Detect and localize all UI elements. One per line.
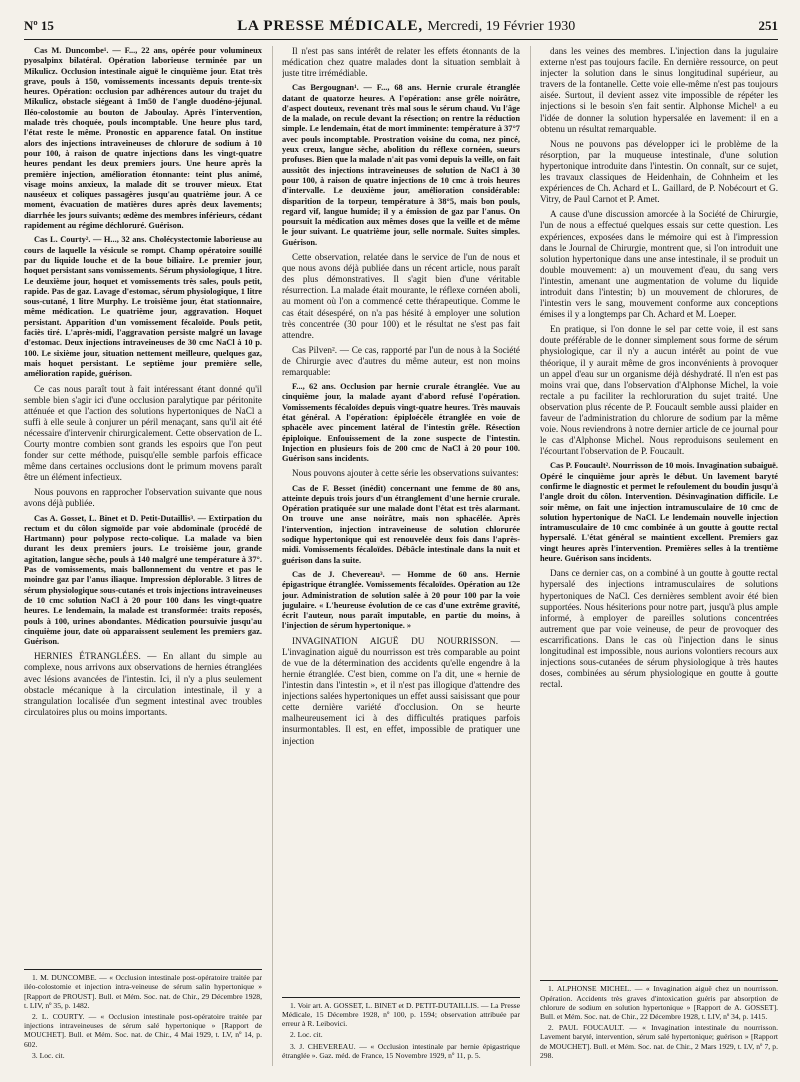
paragraph: INVAGINATION AIGUË DU NOURRISSON. — L'invagination aiguë du nourrisson est très comparable au point de vue de la détermination des accidents qu'elle engendre à la hernie étranglée. C'est bien, comme on l'a dit, une « hernie de l'intestin dans l'intestin », et il n'est pas illogique d'attendre des injections salées hypertoniques un effet aussi saisissant que pour cette dernière variété d'occlusion. On se heurte malheureusement ici à des difficultés pratiques parfois insurmontables. Il est, en effet, impossible de pratiquer une injection — [282, 635, 520, 746]
paragraph: Cas M. Duncombe¹. — F..., 22 ans, opérée pour volumineux pyosalpinx bilatéral. Opération laborieuse terminée par un Mikulicz. Occlusion intestinale aiguë le cinquième jour. Etat très grave, pouls à 150, vomissements incessants depuis trente-six heures. Opération: occlusion par adhérences autour du trajet du Mikulicz, obstacle siégeant à 1m50 de l'angle duodéno-jéjunal. Iléo-colostomie au bouton de Jaboulay. Après l'intervention, malade très choquée, pouls incomptable. Une heure plus tard, l'état reste le même. Pronostic en apparence fatal. On institue alors des injections intraveineuses de chlorure de sodium à 10 pour 100, à raison de quatre injections dans les vingt-quatre heures pendant les deux premiers jours. Une heure après la première injection, amélioration étonnante: teint plus animé, visage moins anxieux, la malade dit se trouver mieux. Etat nauséeux et coliques passagères jusqu'au quatrième jour. A ce moment, évacuation de matières dures après deux lavements; diarrhée les jours suivants; œdème des membres inférieurs, cédant rapidement au régime déchloruré. Guérison. — [24, 46, 262, 231]
footnote: 2. Loc. cit. — [290, 1030, 323, 1040]
column-1 — [24, 46, 262, 1066]
paragraph: Nous pouvons ajouter à cette série les observations suivantes: — [292, 468, 519, 479]
journal-name: LA PRESSE MÉDICALE, — [237, 18, 423, 34]
footnote: 1. ALPHONSE MICHEL. — « Invagination aiguë chez un nourrisson. Opération. Accidents très graves d'intoxication guéris par absorption de chlorure de sodium en solution hypertonique » [Rapport de A. GOSSET]. Bull. et Mém. Soc. nat. de Chir., 22 Décembre 1928, t. LIV, nº 34, p. 1415. — [540, 984, 778, 1021]
footnote: 1. Voir art. A. GOSSET, L. BINET et D. PETIT-DUTAILLIS. — La Presse Médicale, 15 Décembre 1928, nº 100, p. 1594; observation attribuée par erreur à R. Leibovici. — [282, 1000, 520, 1029]
page-header — [24, 18, 778, 40]
paragraph: Cette observation, relatée dans le service de l'un de nous et que nous avons déjà publiée dans un récent article, nous paraît des plus démonstratives. Il s'agit bien d'une véritable résurrection. La malade était mourante, le réflexe cornéen aboli, au moment où l'on a commencé cette thérapeutique. Comme le cas était désespéré, on n'a pas hésité à employer une solution très concentrée (30 pour 100) et le résultat ne s'est pas fait attendre. — [282, 252, 520, 340]
text-columns — [24, 46, 778, 1066]
column-3 — [530, 46, 778, 1066]
issue-date: Mercredi, 19 Février 1930 — [427, 19, 576, 34]
paragraph: HERNIES ÉTRANGLÉES. — En allant du simple au complexe, nous arrivons aux observations de hernies étranglées avec lésions avancées de l'intestin. Ici, il n'y a plus seulement obstacle mécanique à la circulation intestinale, il y a strangulation localisée d'un segment intestinal avec troubles circulatoires plus ou moins importants. — [24, 651, 262, 717]
page-number: 251 — [758, 18, 778, 33]
paragraph: Cas A. Gosset, L. Binet et D. Petit-Dutaillis³. — Extirpation du rectum et du côlon sigmoïde par voie abdominale (procédé de Hartmann) pour polypose recto-colique. La malade va bien durant les deux premiers jours. Le troisième jour, grande agitation, langue sèche, pouls à 140 malgré une température à 37°. Pas de vomissements, mais ballonnement du ventre et pas le moindre gaz par l'anus iliaque. Impression déplorable. 3 litres de sérum physiologique sous-cutanés et trois injections intraveineuses de 10 cmc solution NaCl à 20 pour 100 dans les vingt-quatre heures. Le lendemain, la malade est transformée: traits reposés, pouls à 100, urines abondantes. Médication poursuivie jusqu'au cinquième jour, date où apparaissent seulement les premiers gaz. Guérison. — [24, 513, 262, 647]
paragraph: A cause d'une discussion amorcée à la Société de Chirurgie, l'un de nous a effectué quelques essais sur cette question. Les expériences, exposées dans le mémoire qui est à l'impression dans le Journal de Chirurgie, montrent que, si l'on introduit une solution hypertonique dans une anse intestinale, il se produit un double mouvement: a) un mouvement d'eau, du sang vers l'intestin, amenant une augmentation de volume du liquide introduit dans l'intestin; b) un mouvement de chlorures, de l'intestin vers le sang, mouvement conforme aux conceptions émises il y a longtemps par Ch. Achard et M. Loeper. — [540, 209, 778, 320]
column-body — [24, 46, 262, 986]
footnotes — [24, 969, 262, 1062]
footnotes — [282, 997, 520, 1062]
paragraph: Il n'est pas sans intérêt de relater les effets étonnants de la médication chez quatre malades dont la situation semblait à juste titre irrémédiable. — [282, 46, 520, 79]
column-body — [540, 46, 778, 986]
paragraph: Cas Bergougnan¹. — F..., 68 ans. Hernie crurale étranglée datant de quatorze heures. A l'opération: anse grêle noirâtre, d'aspect douteux, revenant très mal sous le sérum chaud. Vu l'âge de la malade, on recule devant la résection; on rentre la réduction simple. Le lendemain, état de mort imminente: température à 37°7 avec pouls incomptable. Prostration voisine du coma, nez pincé, yeux creux, langue sèche, abolition du réflexe cornéen, sueurs profuses. Bien que la malade n'ait pas vomi depuis la veille, on fait aussitôt des injections intraveineuses de solution de NaCl à 30 pour 100, à raison de quatre injections de 10 cmc à trois heures d'intervalle. Le deuxième jour, amélioration considérable: disparition de la torpeur, température à 38°5, mais bon pouls, regard vif, langue humide; il y a émission de gaz par l'anus. On poursuit la médication aux mêmes doses que la veille et de même le jour suivant. Le quatrième jour, selle normale. Suites simples. Guérison. — [282, 83, 520, 247]
paragraph: Cas P. Foucault². Nourrisson de 10 mois. Invagination subaiguë. Opéré le cinquième jour après le début. Un lavement baryté confirme le diagnostic et permet le refoulement du boudin jusqu'à l'angle droit du côlon. Intervention. Désinvagination difficile. Le soir même, on fait une injection intramusculaire de 10 cmc de solution hypertonique de NaCl. Le lendemain nouvelle injection intramusculaire de 10 cmc combinée à un goutte à goutte rectal hypersalé. L'état général se maintient excellent. Premiers gaz vingt heures après l'intervention. Premières selles à la trentième heure. Guérison sans incidents. — [540, 461, 778, 564]
column-2 — [272, 46, 520, 1066]
footnote: 2. L. COURTY. — « Occlusion intestinale post-opératoire traitée par injections intraveineuses de sérum salé hypertonique » [Rapport de MOUCHET]. Bull. et Mém. Soc. nat. de Chir., 4 Mai 1929, t. LV, nº 14, p. 602. — [24, 1011, 262, 1049]
paragraph: Cas Pilven². — Ce cas, rapporté par l'un de nous à la Société de Chirurgie avec d'autres du même auteur, est non moins remarquable: — [282, 344, 520, 377]
paragraph: Ce cas nous paraît tout à fait intéressant étant donné qu'il semble bien s'agir ici d'une occlusion paralytique par péritonite atténuée et que l'action des solutions hypertoniques de NaCl a suffi à elle seule à conjurer un péril menaçant, sans qu'il ait été nécessaire d'intervenir chirurgicalement. Cette observation de L. Courty montre combien sont grands les espoirs que l'on peut fonder sur cette méthode, puisqu'elle semble parfois efficace même dans certaines occlusions dont le primum movens paraît être un élément infectieux. — [24, 383, 262, 483]
footnote: 3. J. CHEVEREAU. — « Occlusion intestinale par hernie épigastrique étranglée ». Gaz. méd. de France, 15 Novembre 1929, nº 11, p. 5. — [282, 1041, 520, 1060]
paragraph: Nous ne pouvons pas développer ici le problème de la résorption, par la muqueuse intestinale, d'une solution hypertonique introduite dans l'intestin. On connaît, sur ce sujet, les travaux classiques de Heidenhain, de Cohnheim et les expériences de Ch. Achard et L. Gaillard, de P. Nobécourt et G. Vitry, de Paul Carnot et P. Amet. — [540, 138, 778, 205]
footnotes — [540, 980, 778, 1062]
paragraph: F..., 62 ans. Occlusion par hernie crurale étranglée. Vue au cinquième jour, la malade ayant d'abord refusé l'opération. Vomissements fécaloïdes depuis vingt-quatre heures. Très mauvais état général. A l'opération: épiploécèle étranglée en voie de sphacèle avec pincement latéral de l'intestin grêle. Résection épiploïque. Enfouissement de la zone suspecte de l'intestin. Injection en plusieurs fois de 200 cmc de NaCl à 20 pour 100. Guérison sans incidents. — [282, 382, 520, 464]
footnote: 1. M. DUNCOMBE. — « Occlusion intestinale post-opératoire traitée par iléo-colostomie et injection intra-veineuse de sérum salin hypertonique » [Rapport de PROUST]. Bull. et Mém. Soc. nat. de Chir., 29 Décembre 1928, t. LIV, nº 35, p. 1482. — [24, 973, 262, 1010]
journal-title — [237, 18, 575, 35]
paragraph: Cas de J. Chevereau³. — Homme de 60 ans. Hernie épigastrique étranglée. Vomissements fécaloïdes. Opération au 12e jour. Administration de solution salée à 20 pour 100 par la voie jugulaire. « L'heureuse évolution de ce cas d'une extrême gravité, écrit l'auteur, nous paraît imputable, en partie du moins, à l'injection de sérum hypertonique. » — [282, 569, 520, 631]
issue-number: Nº 15 — [24, 18, 54, 33]
paragraph: Cas L. Courty². — H..., 32 ans. Cholécystectomie laborieuse au cours de laquelle la vésicule se rompt. Champ opératoire souillé par du liquide louche et de la boue biliaire. Le premier jour, hoquet persistant sans vomissements. Sérum physiologique, 1 litre. Le deuxième jour, hoquet et vomissements très sales, pouls petit, rapide. Pas de gaz. Lavage d'estomac, sérum physiologique, 1 litre sous-cutané, 1 litre Murphy. Le troisième jour, état stationnaire, même médication. Le quatrième jour, aggravation. Hoquet persistant. Apparition d'un vomissement fécaloïde. Pouls petit, faciès tiré. L'après-midi, l'aggravation persiste malgré un lavage d'estomac. Deux injections intraveineuses de 30 cmc NaCl à 10 p. 100. Le sixième jour, situation nettement meilleure, quelques gaz, mais hoquet persistant. Le septième jour première selle, amélioration rapide, guérison. — [24, 235, 262, 379]
column-body — [282, 46, 520, 986]
paragraph: dans les veines des membres. L'injection dans la jugulaire externe n'est pas toujours facile. En dernière ressource, on peut injecter la solution dans le sinus longitudinal supérieur, au travers de la fontanelle. Cette voie elle-même n'est pas toujours aisée. Surtout, il devient assez vite impossible de répéter les injections si le besoin s'en fait sentir. Alphonse Michel¹ a eu l'idée de donner la solution hypersalée en lavement: il en a obtenu un résultat remarquable. — [540, 46, 778, 134]
footnote: 3. Loc. cit. — [32, 1050, 65, 1060]
paragraph: En pratique, si l'on donne le sel par cette voie, il est sans doute préférable de le donner simplement sous forme de sérum physiologique, car il n'y a aucun intérêt au point de vue théorique, il y aurait même de gros inconvénients à provoquer un appel d'eau sur un organisme déjà déshydraté. Il n'en est pas moins vrai que, dans l'observation d'Alphonse Michel, la voie rectale a pu faciliter la rechloruration du sujet traité. Une observation plus récente de P. Foucault semble aussi plaider en faveur de l'administration du chlorure de sodium par la même voie. Nous reviendrons à notre dernier article de ce journal pour le cas d'Alphonse Michel. Nous reproduisons seulement en l'écourtant l'observation de P. Foucault. — [540, 324, 778, 457]
paragraph: Dans ce dernier cas, on a combiné à un goutte à goutte rectal hypersalé des injections intramusculaires de solutions hypertoniques de NaCl. Ces dernières semblent avoir été bien supportées. Nous hésiterions pour notre part, jusqu'à plus ample informé, à employer de pareilles solutions concentrées autrement que par voie veineuse, de peur de provoquer des escarrifications. Dans le cas où l'injection dans le sinus longitudinal est impossible, nous aurions volontiers recours aux injections sous-cutanées de sérum physiologique à très hautes doses, combinées au sérum physiologique en goutte à goutte rectal. — [540, 568, 778, 690]
paragraph: Cas de F. Besset (inédit) concernant une femme de 80 ans, atteinte depuis trois jours d'un étranglement d'une hernie crurale. Opération pratiquée sur une malade dont l'état est très alarmant. On trouve une anse noirâtre, mais non sphacélée. Après l'intervention, injection intraveineuse de solution chlorurée sodique hypertonique qui est renouvelée deux fois dans l'après-midi. Vomissements fécaloïdes. Débâcle intestinale dans la nuit et guérison dans la suite. — [282, 483, 520, 565]
paragraph: Nous pouvons en rapprocher l'observation suivante que nous avons déjà publiée. — [24, 487, 262, 509]
footnote: 2. PAUL FOUCAULT. — « Invagination intestinale du nourrisson. Lavement baryté, intervention, sérum salé hypertonique; guérison » [Rapport de MOUCHET]. Bull. et Mém. Soc. nat. de Chir., 2 Mars 1929, t. LV, nº 7, p. 298. — [540, 1023, 778, 1060]
